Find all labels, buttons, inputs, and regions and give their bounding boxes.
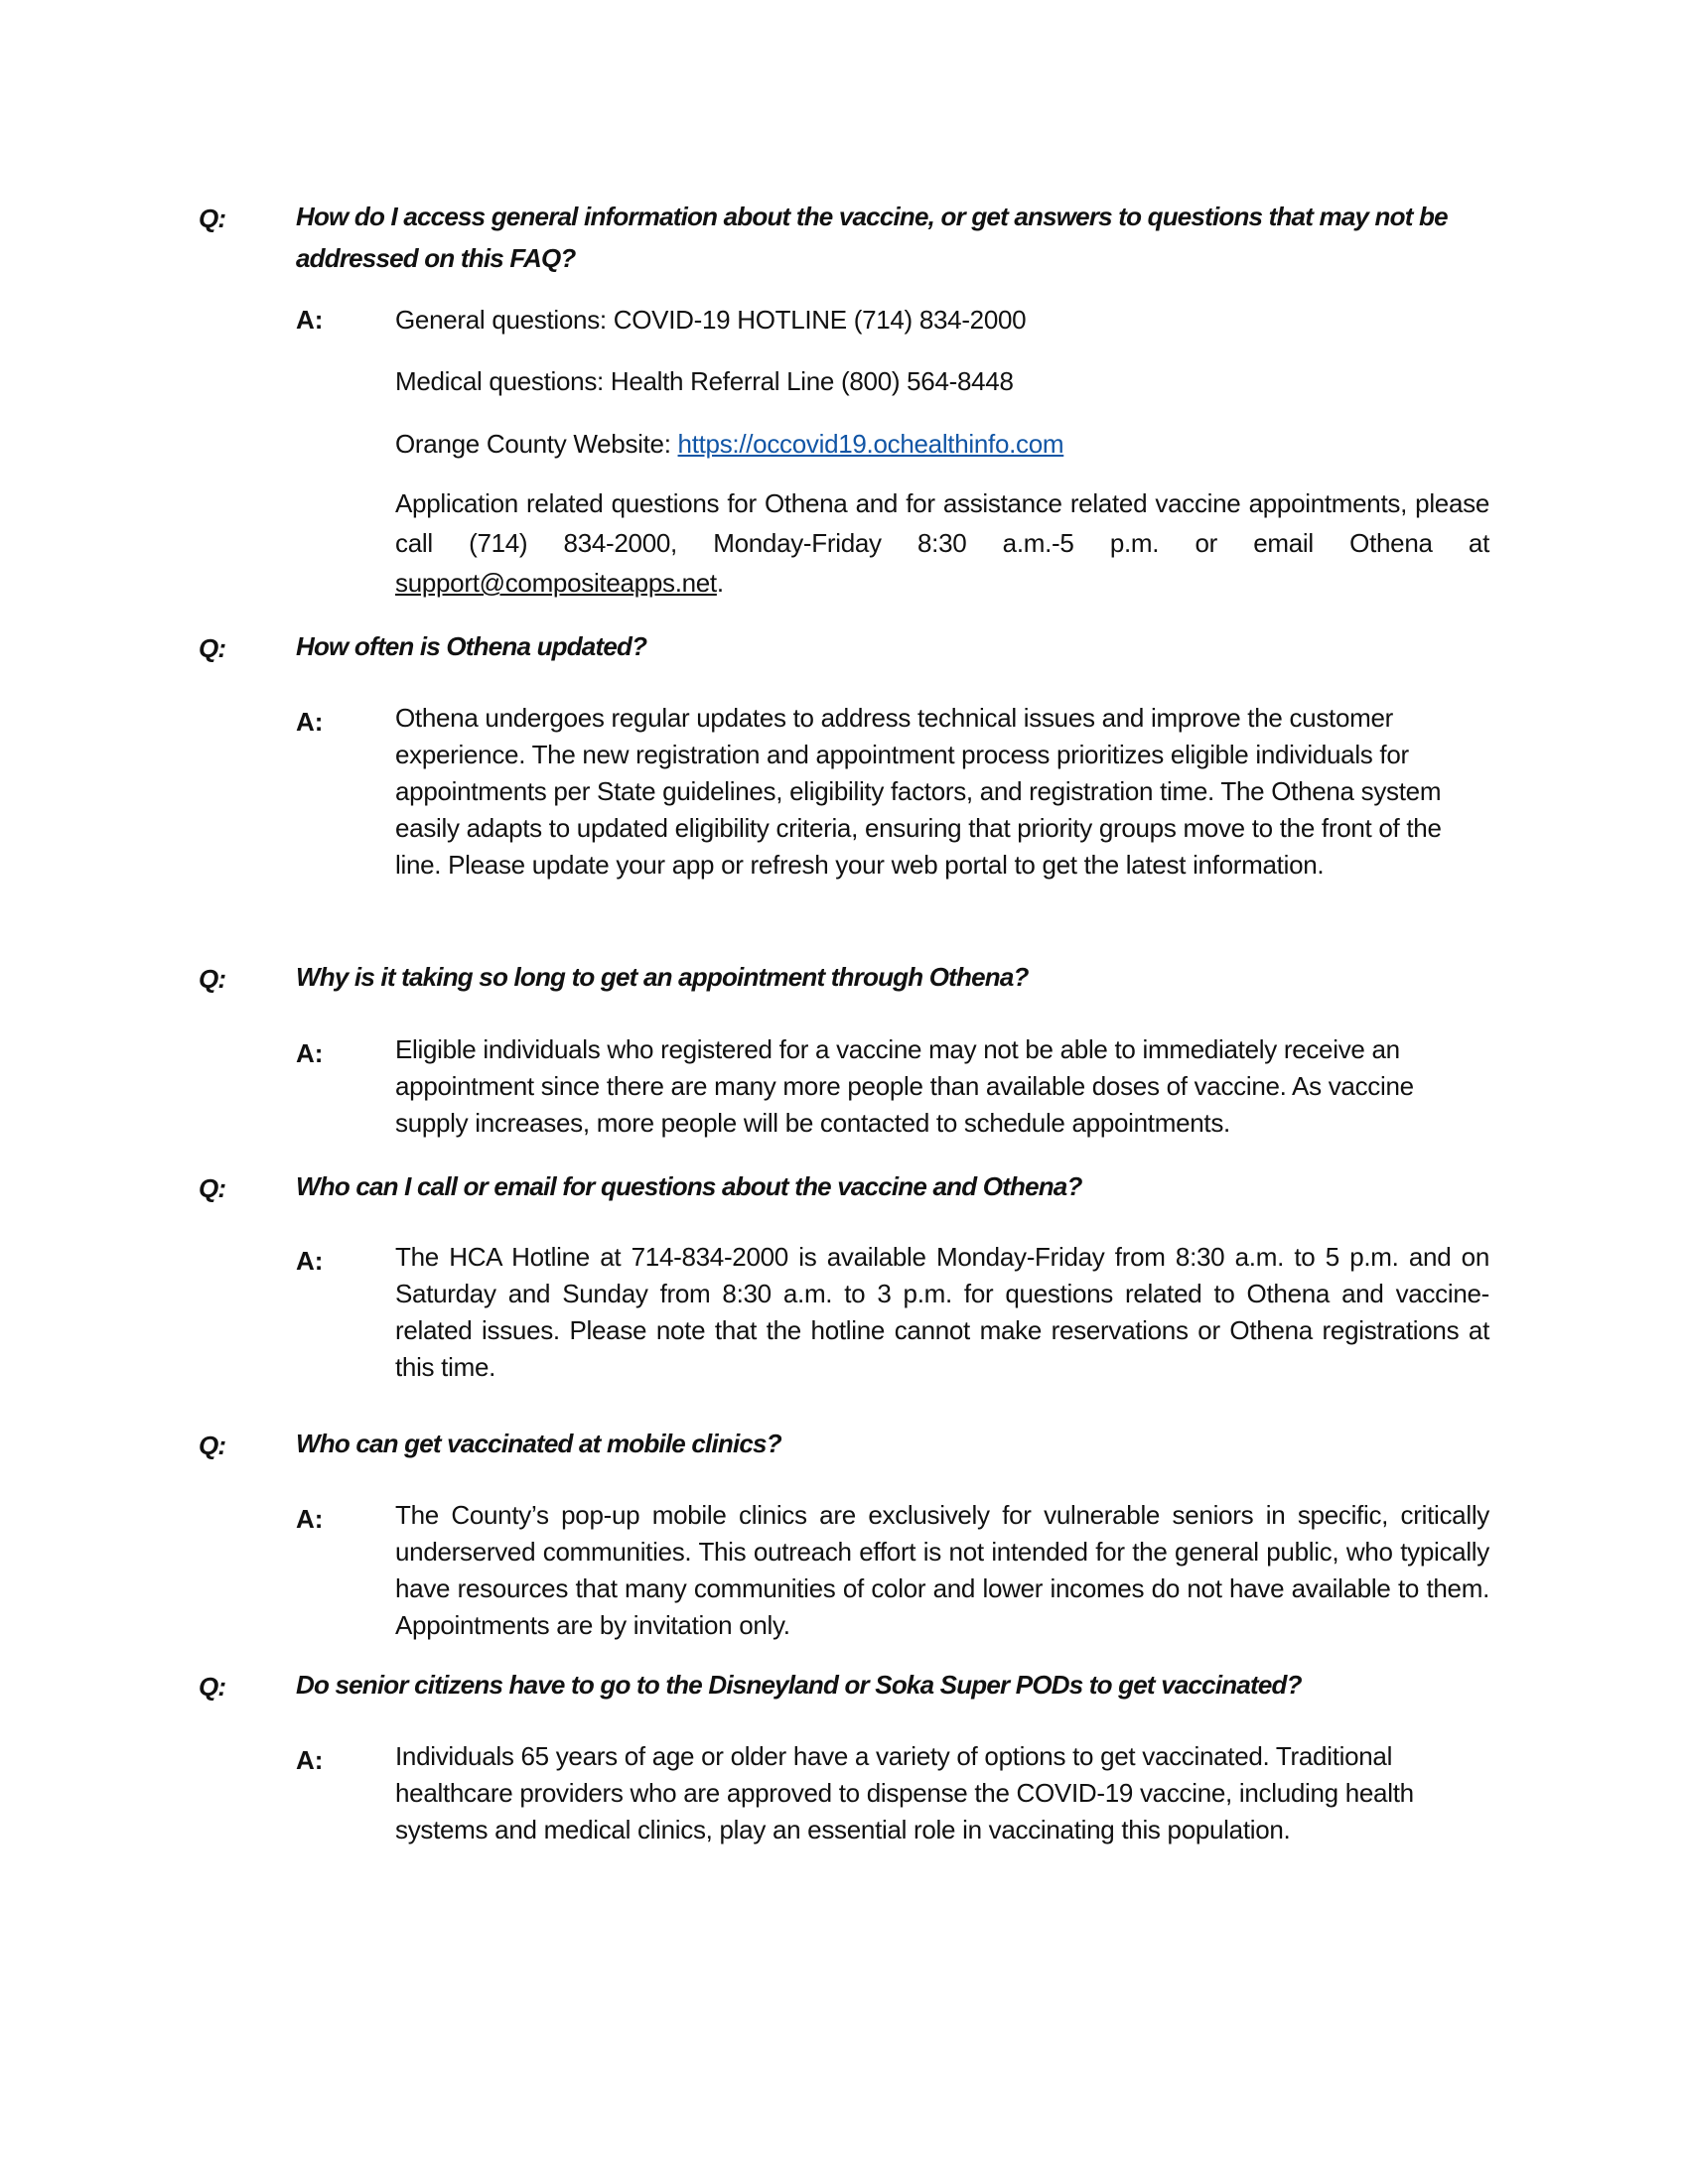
question-label: Q:	[199, 1672, 226, 1702]
answer-text: The County’s pop-up mobile clinics are exclusively for vulnerable seniors in specific, critically underserved communities. This outreach effort is not intended for the general public, who typically have resources that many communities of color and lower incomes do not have available to them. Appointments are by invitation only.	[395, 1500, 1489, 1640]
answer-label: A:	[296, 1504, 324, 1534]
medical-questions-line: Medical questions: Health Referral Line (800) 564-8448	[395, 366, 1014, 396]
question-text: How do I access general information about the vaccine, or get answers to questions that may not be addressed on this FAQ?	[296, 202, 1448, 273]
answer-label: A:	[296, 1038, 324, 1068]
answer-text: Eligible individuals who registered for a vaccine may not be able to immediately receive an appointment since there are many more people than available doses of vaccine. As vaccine supply increases, more people will be contacted to schedule appointments.	[395, 1034, 1414, 1138]
answer-text: Othena undergoes regular updates to address technical issues and improve the customer experience. The new registration and appointment process prioritizes eligible individuals for appointments per State guidelines, eligibility factors, and registration time. The Othena system easily adapts to updated eligibility criteria, ensuring that priority groups move to the front of the line. Please update your app or refresh your web portal to get the latest information.	[395, 703, 1442, 880]
question-label: Q:	[199, 1173, 226, 1203]
question-text: Who can I call or email for questions about the vaccine and Othena?	[296, 1171, 1082, 1201]
answer-text: The HCA Hotline at 714-834-2000 is available Monday-Friday from 8:30 a.m. to 5 p.m. and on Saturday and Sunday from 8:30 a.m. to 3 p.m. for questions related to Othena and vaccine-related issues. Please note that the hotline cannot make reservations or Othena registrations at this time.	[395, 1242, 1489, 1382]
answer-label: A:	[296, 305, 324, 335]
question-text: Why is it taking so long to get an appointment through Othena?	[296, 962, 1029, 992]
website-label: Orange County Website:	[395, 429, 678, 459]
application-text: Application related questions for Othena and for assistance related vaccine appointments, please call (714) 834-2000, Monday-Friday 8:30 a.m.-5 p.m. or email Othena at	[395, 488, 1489, 558]
answer-label: A:	[296, 707, 324, 737]
question-label: Q:	[199, 964, 226, 994]
question-text: Who can get vaccinated at mobile clinics?	[296, 1429, 781, 1458]
question-label: Q:	[199, 204, 226, 233]
website-link[interactable]: https://occovid19.ochealthinfo.com	[677, 429, 1064, 459]
answer-label: A:	[296, 1246, 324, 1276]
question-label: Q:	[199, 1431, 226, 1460]
application-questions-paragraph	[395, 483, 1489, 603]
question-text: Do senior citizens have to go to the Disneyland or Soka Super PODs to get vaccinated?	[296, 1670, 1302, 1700]
website-line	[395, 429, 1489, 460]
application-end: .	[716, 568, 724, 598]
general-questions-line: General questions: COVID-19 HOTLINE (714) 834-2000	[395, 305, 1027, 335]
answer-label: A:	[296, 1745, 324, 1775]
answer-text: Individuals 65 years of age or older have a variety of options to get vaccinated. Traditional healthcare providers who are approved to dispense the COVID-19 vaccine, including health systems and medical clinics, play an essential role in vaccinating this population.	[395, 1741, 1414, 1844]
support-email-link[interactable]: support@compositeapps.net	[395, 568, 717, 598]
question-label: Q:	[199, 633, 226, 663]
question-text: How often is Othena updated?	[296, 631, 647, 661]
